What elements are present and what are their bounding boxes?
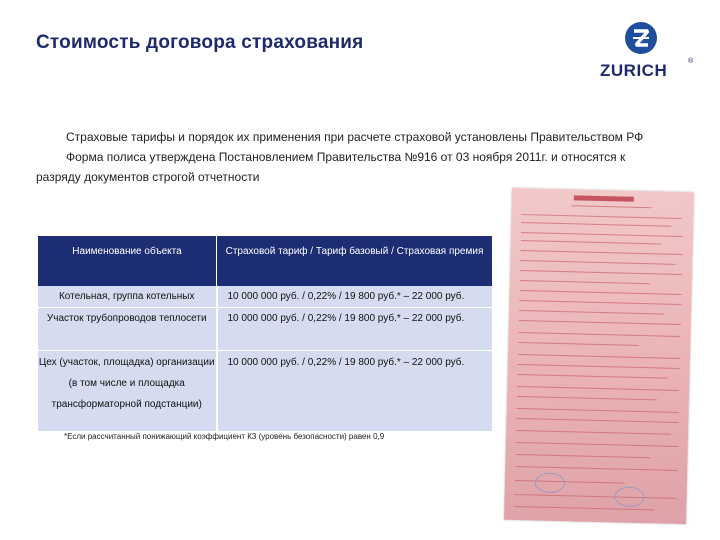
policy-line [519,300,681,305]
policy-line [521,250,683,255]
policy-line [518,374,668,379]
table-row [38,351,492,432]
policy-line [516,454,651,458]
policy-line [516,430,671,435]
intro-paragraph-2: Форма полиса утверждена Постановлением Правительства №916 от 03 ноября 2011г. и относятся к разряду документов строгой отчетности [36,150,626,184]
cell-object: Цех (участок, площадка) организации (в том числе и площадка трансформаторной подстанции) [38,351,217,432]
policy-line [520,280,650,284]
logo-wordmark: ZURICH [600,61,668,80]
zurich-z-icon [625,22,657,54]
policy-line [517,396,657,400]
policy-line [521,232,683,237]
table-header-row [38,236,492,286]
table-row [38,286,492,308]
policy-line [515,494,677,499]
table-row [38,308,492,351]
policy-line [521,240,661,244]
page-title: Стоимость договора страхования [36,32,364,53]
intro-text [36,127,656,187]
zurich-logo [598,20,694,90]
policy-line [518,354,680,359]
cell-object: Участок трубопроводов теплосети [38,308,217,351]
policy-line [517,386,679,391]
policy-line [521,214,681,219]
policy-line [518,342,638,346]
policy-line [519,320,681,325]
registered-mark: ® [688,58,694,65]
policy-line [519,310,664,315]
policy-line [515,480,625,484]
policy-line [514,506,654,510]
header-object: Наименование объекта [38,236,217,286]
policy-line [517,408,679,413]
policy-line [521,222,671,227]
policy-header-mark [574,195,634,201]
policy-line [520,260,675,265]
policy-line [520,270,682,275]
header-tariff: Страховой тариф / Тариф базовый / Страховая премия [217,236,493,286]
policy-line [516,418,678,423]
signature-mark [614,486,644,507]
policy-line [515,466,677,471]
insurance-policy-photo [504,188,694,524]
cell-tariff: 10 000 000 руб. / 0,22% / 19 800 руб.* – 22 000 руб. [217,308,493,351]
intro-paragraph-1: Страховые тарифы и порядок их применения при расчете страховой установлены Правительством РФ [66,130,644,144]
tariff-table [38,236,492,432]
cell-object: Котельная, группа котельных [38,286,217,308]
signature-mark [535,472,565,493]
policy-line [516,442,678,447]
cell-tariff: 10 000 000 руб. / 0,22% / 19 800 руб.* – 22 000 руб. [217,286,493,308]
policy-line [519,332,681,337]
policy-line [520,290,682,295]
footnote: *Если рассчитанный понижающий коэффициент К3 (уровень безопасности) равен 0,9 [64,432,385,441]
policy-line [572,205,652,208]
cell-tariff: 10 000 000 руб. / 0,22% / 19 800 руб.* – 22 000 руб. [217,351,493,432]
policy-line [518,364,680,369]
